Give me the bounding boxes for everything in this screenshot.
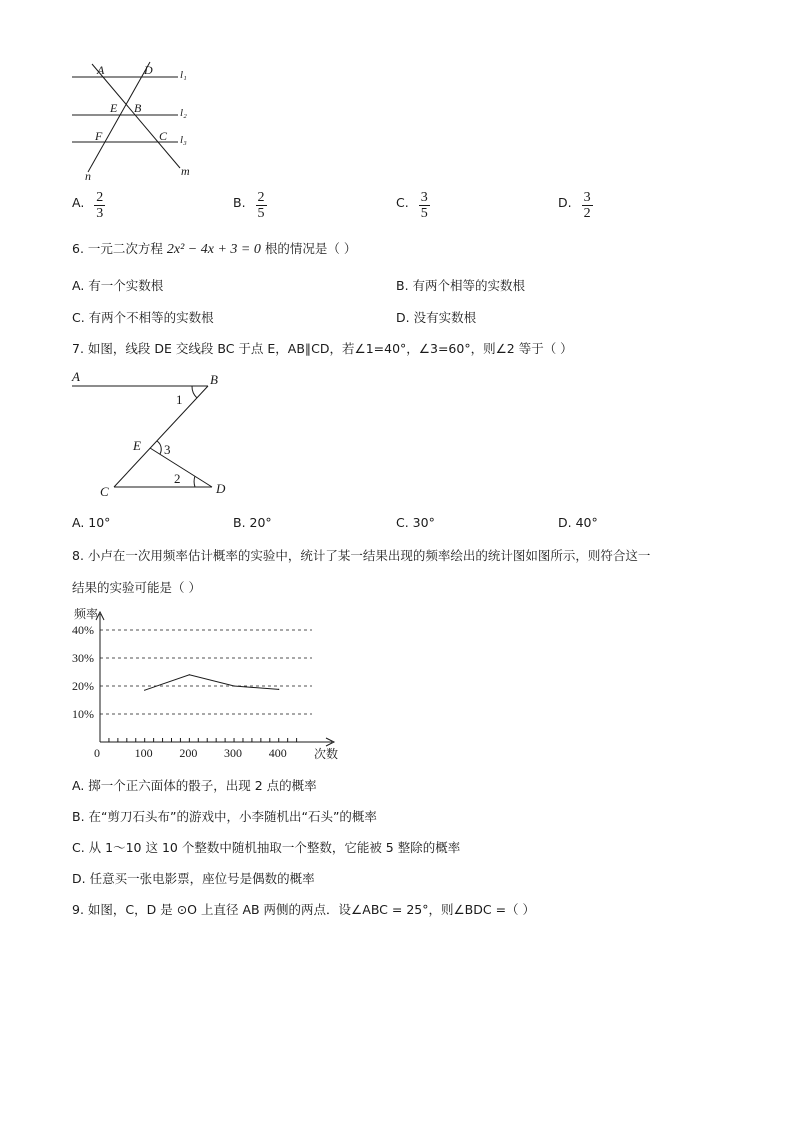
label-B: B	[134, 101, 142, 115]
angle-3-arc	[157, 441, 161, 454]
y-tick-label: 40%	[72, 623, 94, 637]
label-l1: l₁	[180, 69, 187, 81]
q5-option-a[interactable]: A. $\frac{2}{3}$	[72, 190, 104, 221]
label-B: B	[210, 372, 218, 387]
q7-option-a[interactable]: A. 10°	[72, 515, 111, 530]
data-point	[144, 690, 145, 691]
q8-option-d[interactable]: D. 任意买一张电影票，座位号是偶数的概率	[72, 871, 315, 886]
q7-option-d[interactable]: D. 40°	[558, 515, 598, 530]
label-C: C	[159, 129, 168, 143]
y-tick-label: 30%	[72, 651, 94, 665]
label-l2: l₂	[180, 107, 187, 119]
data-point	[233, 685, 234, 686]
y-axis-title: 频率	[74, 607, 99, 621]
label-n: n	[85, 169, 91, 182]
label-E: E	[110, 101, 118, 115]
angle-2-arc	[194, 476, 195, 487]
angle-figure	[66, 366, 246, 502]
x-tick-label: 100	[134, 746, 153, 760]
x-tick-label: 200	[179, 746, 198, 760]
q6-option-b[interactable]: B. 有两个相等的实数根	[396, 278, 526, 293]
q7-stem: 7. 如图，线段 DE 交线段 BC 于点 E，AB∥CD，若∠1=40°，∠3=60°，则∠2 等于（ ）	[72, 341, 573, 356]
y-tick-label: 10%	[72, 707, 94, 721]
x-tick-label: 300	[224, 746, 243, 760]
data-point	[278, 689, 279, 690]
y-tick-label: 20%	[72, 679, 94, 693]
label-angle-1: 1	[176, 392, 183, 407]
q8-stem-line2: 结果的实验可能是（ ）	[72, 580, 201, 595]
q9-stem: 9. 如图，C，D 是 ⊙O 上直径 AB 两侧的两点．设∠ABC = 25°，则∠BDC =（ ）	[72, 902, 536, 917]
q8-option-c[interactable]: C. 从 1～10 这 10 个整数中随机抽取一个整数，它能被 5 整除的概率	[72, 840, 461, 855]
label-D: D	[144, 63, 153, 77]
series-line-0	[145, 675, 279, 690]
x-tick-label: 400	[268, 746, 287, 760]
parallel-lines-figure	[60, 58, 210, 182]
label-angle-2: 2	[174, 471, 181, 486]
label-m: m	[181, 164, 190, 178]
label-E: E	[133, 438, 141, 453]
q8-stem-line1: 8. 小卢在一次用频率估计概率的实验中，统计了某一结果出现的频率绘出的统计图如图所示，则符合这一	[72, 548, 651, 563]
line-m	[92, 64, 180, 168]
label-C: C	[100, 484, 109, 499]
x-axis-title: 次数	[314, 747, 339, 761]
label-D: D	[216, 481, 226, 496]
q8-option-a[interactable]: A. 掷一个正六面体的骰子，出现 2 点的概率	[72, 778, 317, 793]
data-point	[189, 674, 190, 675]
q5-option-c[interactable]: C. $\frac{3}{5}$	[396, 190, 428, 221]
label-angle-3: 3	[164, 442, 171, 457]
q6-option-a[interactable]: A. 有一个实数根	[72, 278, 164, 293]
label-A: A	[97, 63, 105, 77]
q6-option-c[interactable]: C. 有两个不相等的实数根	[72, 310, 214, 325]
q6-option-d[interactable]: D. 没有实数根	[396, 310, 477, 325]
q7-option-c[interactable]: C. 30°	[396, 515, 435, 530]
label-l3: l₃	[180, 134, 187, 146]
q7-option-b[interactable]: B. 20°	[233, 515, 272, 530]
angle-1-arc	[192, 386, 197, 398]
q5-option-d[interactable]: D. $\frac{3}{2}$	[558, 190, 591, 221]
q6-equation: 2x² − 4x + 3 = 0	[166, 242, 261, 257]
line-ED	[150, 448, 212, 487]
q8-option-b[interactable]: B. 在“剪刀石头布”的游戏中，小李随机出“石头”的概率	[72, 809, 377, 824]
frequency-chart	[60, 604, 350, 766]
line-n	[88, 62, 150, 172]
x-tick-label: 0	[94, 746, 100, 760]
q6-stem: 6. 一元二次方程 2x² − 4x + 3 = 0 根的情况是（ ）	[72, 241, 357, 257]
label-F: F	[95, 129, 103, 143]
label-A: A	[72, 369, 80, 384]
line-BC	[114, 386, 208, 487]
q5-option-b[interactable]: B. $\frac{2}{5}$	[233, 190, 265, 221]
